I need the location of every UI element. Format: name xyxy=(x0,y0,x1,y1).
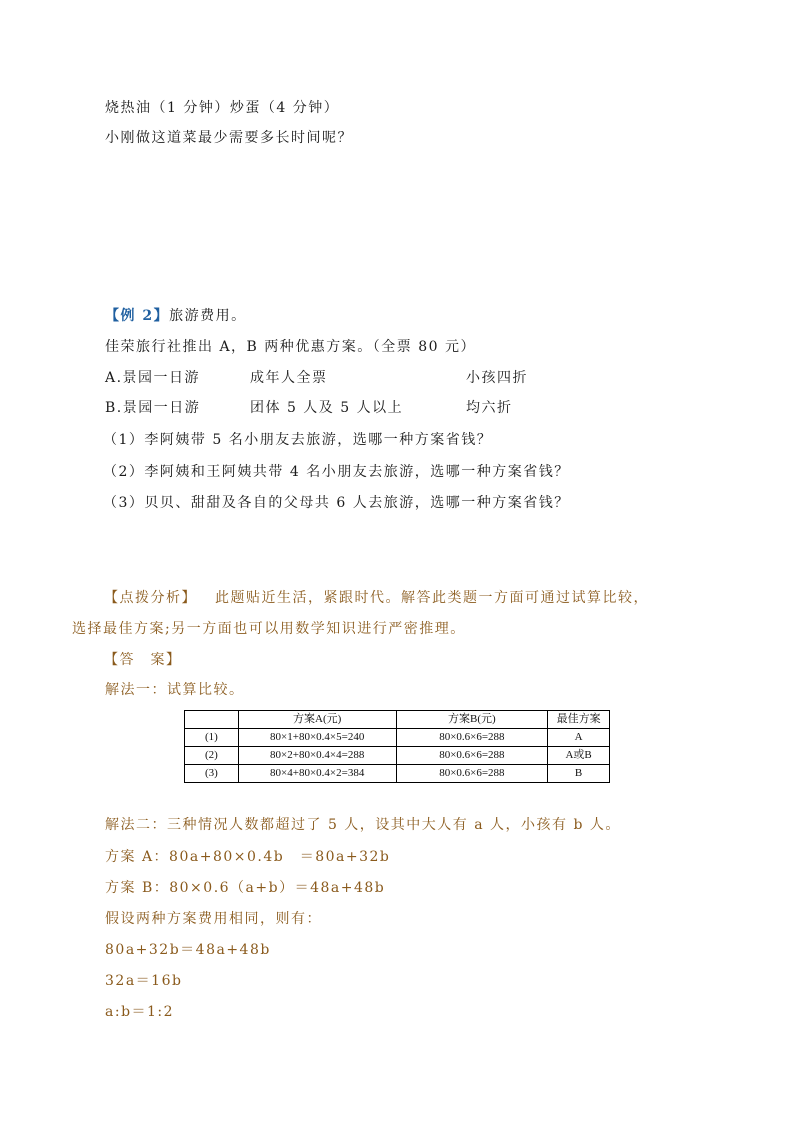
table-cell: A或B xyxy=(548,747,610,765)
analysis-tag: 【点拨分析】 xyxy=(104,590,197,606)
analysis-line-2: 选择最佳方案;另一方面也可以用数学知识进行严密推理。 xyxy=(72,621,466,637)
table-cell: B xyxy=(548,765,610,783)
method-1: 解法一：试算比较。 xyxy=(105,682,245,698)
plan-b-equation: 方案 B：80×0.6（a+b）＝48a+48b xyxy=(105,880,386,896)
table-row xyxy=(185,747,610,765)
equation-1: 80a+32b＝48a+48b xyxy=(105,942,271,958)
plan-a-child: 小孩四折 xyxy=(466,370,528,386)
example-heading xyxy=(105,306,247,326)
question-2: （2）李阿姨和王阿姨共带 4 名小朋友去旅游，选哪一种方案省钱？ xyxy=(103,464,570,480)
method-2: 解法二：三种情况人数都超过了 5 人，设其中大人有 a 人，小孩有 b 人。 xyxy=(105,817,621,833)
answer-tag: 【答 案】 xyxy=(104,652,182,668)
intro-line-2: 小刚做这道菜最少需要多长时间呢？ xyxy=(105,130,353,146)
analysis-line-1 xyxy=(104,588,649,608)
equation-3: a:b＝1:2 xyxy=(105,1004,175,1020)
table-cell: 80×4+80×0.4×2=384 xyxy=(238,765,396,783)
plan-a-rule: 成年人全票 xyxy=(250,370,328,386)
plan-b-rule: 团体 5 人及 5 人以上 xyxy=(250,400,404,416)
table-row xyxy=(185,765,610,783)
plan-a-name: A.景园一日游 xyxy=(105,370,201,386)
table-header-cell: 方案A(元) xyxy=(238,711,396,729)
table-cell: A xyxy=(548,729,610,747)
question-1: （1）李阿姨带 5 名小朋友去旅游，选哪一种方案省钱？ xyxy=(103,432,493,448)
table-header-cell xyxy=(185,711,239,729)
table-cell: 80×0.6×6=288 xyxy=(396,729,548,747)
table-cell: 80×1+80×0.4×5=240 xyxy=(238,729,396,747)
table-header-cell: 方案B(元) xyxy=(396,711,548,729)
table-cell: 80×2+80×0.4×4=288 xyxy=(238,747,396,765)
example-tag: 【例 2】 xyxy=(105,308,170,324)
table-cell: (3) xyxy=(185,765,239,783)
table-cell: (2) xyxy=(185,747,239,765)
plan-b-name: B.景园一日游 xyxy=(105,400,201,416)
answer-table xyxy=(184,710,610,783)
example-desc: 佳荣旅行社推出 A，B 两种优惠方案。（全票 80 元） xyxy=(105,339,477,355)
table-cell: (1) xyxy=(185,729,239,747)
question-3: （3）贝贝、甜甜及各自的父母共 6 人去旅游，选哪一种方案省钱？ xyxy=(103,495,570,511)
table-cell: 80×0.6×6=288 xyxy=(396,765,548,783)
plan-a-equation: 方案 A：80a+80×0.4b ＝80a+32b xyxy=(105,849,391,865)
table-header-cell: 最佳方案 xyxy=(548,711,610,729)
table-header-row xyxy=(185,711,610,729)
table-cell: 80×0.6×6=288 xyxy=(396,747,548,765)
plan-b-child: 均六折 xyxy=(466,400,513,416)
intro-line-1: 烧热油（1 分钟）炒蛋（4 分钟） xyxy=(105,100,340,116)
example-title: 旅游费用。 xyxy=(169,308,247,324)
equation-2: 32a＝16b xyxy=(105,973,183,989)
assumption: 假设两种方案费用相同，则有： xyxy=(105,911,322,927)
table-row xyxy=(185,729,610,747)
analysis-text-1: 此题贴近生活，紧跟时代。解答此类题一方面可通过试算比较， xyxy=(215,590,649,606)
